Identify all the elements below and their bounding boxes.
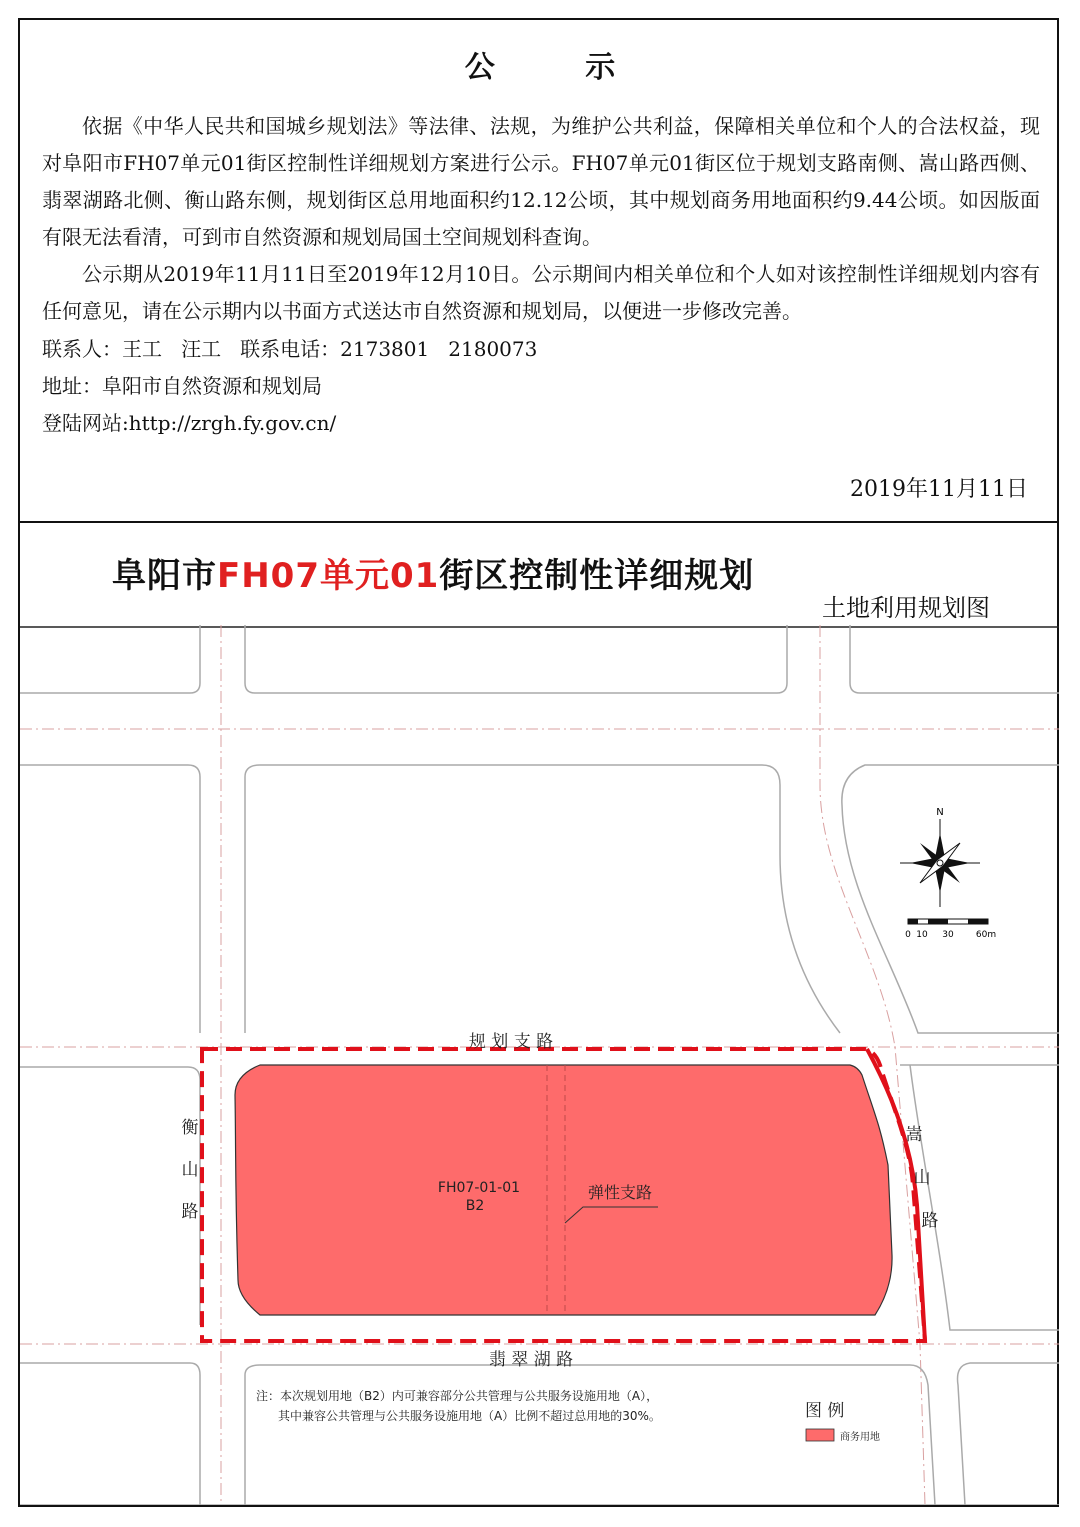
east-road-char-3: 路 [921,1211,939,1231]
parcel-code: FH07-01-01 [437,1180,521,1196]
scale-label-60: 60m [975,930,997,940]
notice-title: 公 示 [464,50,656,85]
map-note-line-1: 注：本次规划用地（B2）内可兼容部分公共管理与公共服务设施用地（A）， [256,1389,659,1403]
website-line[interactable]: 登陆网站:http://zrgh.fy.gov.cn/ [42,411,337,435]
east-road-char-1: 嵩 [905,1125,923,1145]
scale-label-0: 0 [905,930,911,940]
map-note-line-2: 其中兼容公共管理与公共服务设施用地（A）比例不超过总用地的30%。 [278,1409,661,1423]
compass-north-letter: N [936,807,944,818]
land-use-map [20,625,1059,1505]
plan-title-suffix: 街区控制性详细规划 [439,556,755,596]
west-road-char-3: 路 [181,1202,199,1222]
notice-paragraph-1: 依据《中华人民共和国城乡规划法》等法律、法规，为维护公共利益，保障相关单位和个人的合法权益，现对阜阳市FH07单元01街区控制性详细规划方案进行公示。FH07单元01街区位于规划支路南侧、嵩山路西侧、翡翠湖路北侧、衡山路东侧，规划街区总用地面积约12.12公顷，其中规划商务用地面积约9.44公顷。如因版面有限无法看清，可到市自然资源和规划局国土空间规划科查询。 [42,114,1040,249]
legend-item-commercial: 商务用地 [840,1432,880,1443]
parcel-type: B2 [465,1198,485,1214]
plan-title-highlight: FH07单元01 [217,556,440,596]
west-road-char-2: 山 [181,1160,199,1180]
south-road-label: 翡 翠 湖 路 [488,1350,574,1370]
west-road-char-1: 衡 [181,1118,199,1138]
address-line: 地址：阜阳市自然资源和规划局 [42,374,322,398]
north-road-label: 规 划 支 路 [468,1032,554,1052]
legend-title: 图 例 [805,1401,845,1421]
scale-label-30: 30 [942,930,954,940]
compass-icon [900,807,980,907]
flexible-road-label: 弹性支路 [587,1183,653,1202]
notice-paragraph-2: 公示期从2019年11月11日至2019年12月10日。公示期间内相关单位和个人如对该控制性详细规划内容有任何意见，请在公示期内以书面方式送达市自然资源和规划局，以便进一步修改完善。 [42,262,1040,323]
scale-label-10: 10 [916,930,928,940]
commercial-parcel [235,1065,892,1315]
scale-bar [905,919,996,940]
legend-swatch-commercial [806,1429,834,1441]
plan-title-prefix: 阜阳市 [112,556,217,596]
east-road-char-2: 山 [913,1168,931,1188]
map-subtitle: 土地利用规划图 [822,594,990,622]
plan-title [112,548,754,597]
notice-date: 2019年11月11日 [850,477,1028,502]
section-divider [18,521,1059,523]
contact-line: 联系人：王工 汪工 联系电话：2173801 2180073 [42,337,538,361]
